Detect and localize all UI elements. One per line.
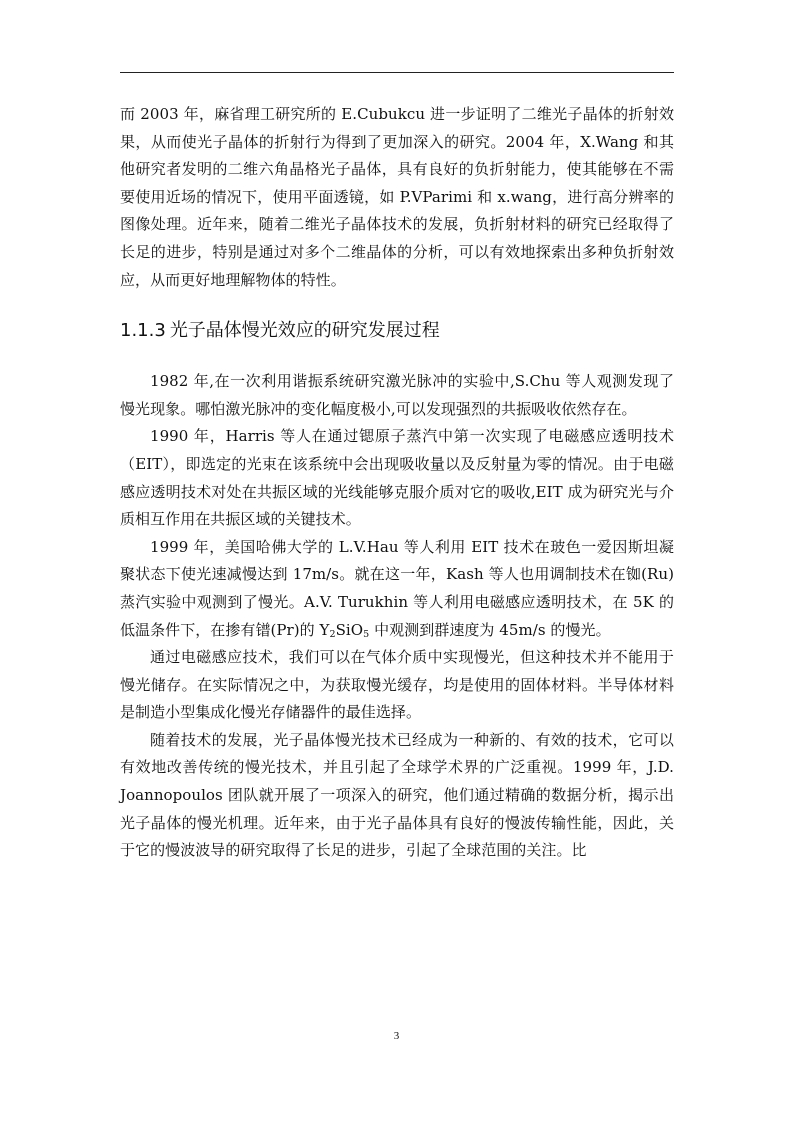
paragraph-slow-light-discovery: 1982 年,在一次利用谐振系统研究激光脉冲的实验中,S.Chu 等人观测发现了慢光现象。哪怕激光脉冲的变化幅度极小,可以发现强烈的共振吸收依然存在。 (120, 372, 674, 418)
header-rule (120, 72, 674, 73)
section-heading (120, 311, 674, 351)
paragraph-photonic-crystal-slow-light: 随着技术的发展，光子晶体慢光技术已经成为一种新的、有效的技术，它可以有效地改善传统的慢光技术，并且引起了全球学术界的广泛重视。1999 年，J.D. Joannopoulos 团队就开展了一项深入的研究，他们通过精确的数据分析，揭示出光子晶体的慢光机理。近年来，由于光子晶体具有良好的慢波传输性能，因此，关于它的慢波波导的研究取得了长足的进步，引起了全球范围的关注。比 (120, 730, 674, 860)
paragraph-solid-materials: 通过电磁感应技术，我们可以在气体介质中实现慢光，但这种技术并不能用于慢光储存。在实际情况之中，为获取慢光缓存，均是使用的固体材料。半导体材料是制造小型集成化慢光存储器件的最佳选择。 (120, 648, 674, 722)
page-body (120, 101, 674, 865)
paragraph-hau-kash-turukhin (120, 534, 674, 644)
section-title: 光子晶体慢光效应的研究发展过程 (169, 320, 440, 342)
section-number: 1.1.3 (120, 320, 166, 342)
section-spacer (120, 351, 674, 368)
paragraph-eit-harris: 1990 年，Harris 等人在通过锶原子蒸汽中第一次实现了电磁感应透明技术（EIT），即选定的光束在该系统中会出现吸收量以及反射量为零的情况。由于电磁感应透明技术对处在共振区域的光线能够克服介质对它的吸收,EIT 成为研究光与介质相互作用在共振区域的关键技术。 (120, 427, 674, 529)
chemical-formula: $Y_2SiO_5$ (319, 620, 370, 640)
page-number: 3 (393, 1030, 400, 1042)
paragraph-text-before-formula: 1999 年，美国哈佛大学的 L.V.Hau 等人利用 EIT 技术在玻色一爱因斯坦凝聚状态下使光速减慢达到 17m/s。就在这一年，Kash 等人也用调制技术在铷(Ru)蒸汽实验中观测到了慢光。A.V. Turukhin 等人利用电磁感应透明技术，在 5K 的低温条件下，在掺有镨(Pr)的 (120, 537, 674, 639)
intro-paragraph: 而 2003 年，麻省理工研究所的 E.Cubukcu 进一步证明了二维光子晶体的折射效果，从而使光子晶体的折射行为得到了更加深入的研究。2004 年，X.Wang 和其他研究者发明的二维六角晶格光子晶体，具有良好的负折射能力，使其能够在不需要使用近场的情况下，使用平面透镜，如 P.VParimi 和 x.wang，进行高分辨率的图像处理。近年来，随着二维光子晶体技术的发展，负折射材料的研究已经取得了长足的进步，特别是通过对多个二维晶体的分析，可以有效地探索出多种负折射效应，从而更好地理解物体的特性。 (120, 105, 674, 289)
paragraph-text-after-formula: 中观测到群速度为 45m/s 的慢光。 (369, 620, 611, 639)
